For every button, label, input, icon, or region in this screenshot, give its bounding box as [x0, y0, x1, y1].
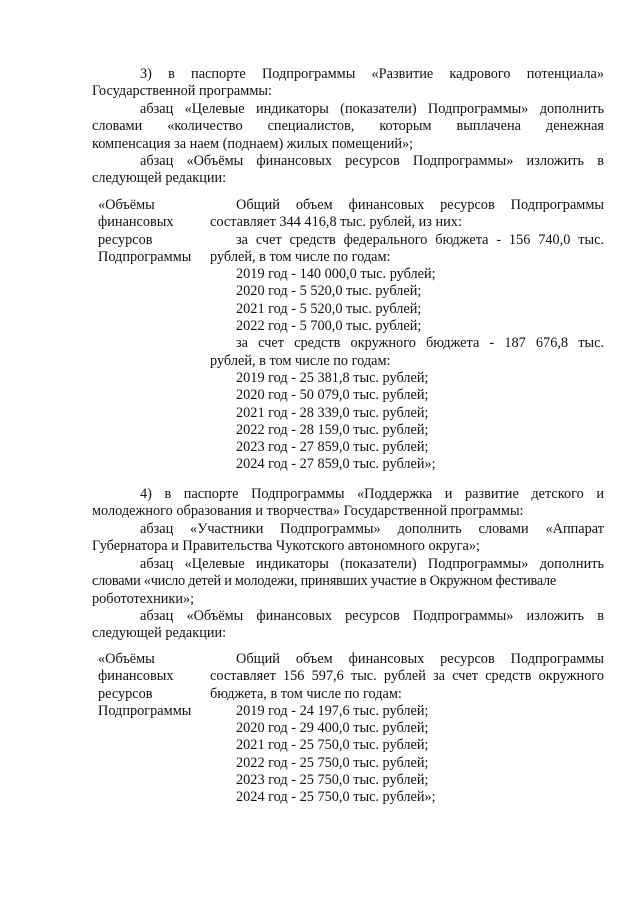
section4-label-line3: ресурсов [98, 685, 153, 702]
section4-total-line1: Общий объем финансовых ресурсов Подпрограммы [236, 651, 604, 667]
section3-federal-line1: за счет средств федерального бюджета - 156 740,0 тыс. [236, 231, 604, 248]
section4-intro [92, 486, 604, 521]
section4-paragraph-participants [92, 521, 604, 556]
section3-intro-line1: 3) в паспорте Подпрограммы «Развитие кадрового потенциала» [140, 66, 604, 82]
section3-volumes-line2: следующей редакции: [92, 170, 227, 187]
section3-intro [92, 66, 604, 101]
section3-indicators-line2: словами «количество специалистов, которым выплачена денежная [92, 118, 604, 135]
section4-total-line3: бюджета, в том числе по годам: [210, 685, 402, 702]
section3-federal-year: 2020 год - 5 520,0 тыс. рублей; [236, 283, 422, 300]
section4-finance-table [92, 651, 604, 831]
section3-okrug-year: 2022 год - 28 159,0 тыс. рублей; [236, 421, 429, 438]
section3-indicators-line3: компенсация за наем (поднаем) жилых помещений»; [92, 135, 414, 152]
section3-okrug-year: 2023 год - 27 859,0 тыс. рублей; [236, 439, 429, 456]
section4-year: 2024 год - 25 750,0 тыс. рублей»; [236, 789, 436, 806]
section3-federal-year: 2022 год - 5 700,0 тыс. рублей; [236, 318, 422, 335]
section3-federal-year: 2021 год - 5 520,0 тыс. рублей; [236, 300, 422, 317]
section4-volumes-line2: следующей редакции: [92, 625, 227, 642]
section4-finance-content [210, 651, 604, 807]
section4-indicators-line2: словами «число детей и молодежи, принявших участие в Окружном фестивале [92, 573, 557, 590]
section4-finance-label [98, 651, 208, 720]
section4-participants-line1: абзац «Участники Подпрограммы» дополнить словами «Аппарат [140, 521, 604, 537]
section3-finance-content [210, 197, 604, 474]
section4-year: 2019 год - 24 197,6 тыс. рублей; [236, 702, 429, 719]
section4-year: 2023 год - 25 750,0 тыс. рублей; [236, 772, 429, 789]
section3-federal-year: 2019 год - 140 000,0 тыс. рублей; [236, 266, 436, 283]
section4-indicators-line3: робототехники»; [92, 590, 195, 607]
section4-participants-line2: Губернатора и Правительства Чукотского автономного округа»; [92, 538, 481, 555]
section3-volumes-line1: абзац «Объёмы финансовых ресурсов Подпрограммы» изложить в [140, 153, 604, 169]
section3-finance-label [98, 197, 208, 266]
section4-intro-line2: молодежного образования и творчества» Государственной программы: [92, 503, 524, 520]
section3-okrug-line2: рублей, в том числе по годам: [210, 352, 391, 369]
section3-federal-line2: рублей, в том числе по годам: [210, 248, 391, 265]
section3-okrug-year: 2021 год - 28 339,0 тыс. рублей; [236, 404, 429, 421]
section3-okrug-year: 2019 год - 25 381,8 тыс. рублей; [236, 369, 429, 386]
section4-label-line1: «Объёмы [98, 651, 155, 667]
section3-total-line1: Общий объем финансовых ресурсов Подпрограммы [236, 197, 604, 213]
section3-okrug-year: 2024 год - 27 859,0 тыс. рублей»; [236, 456, 436, 473]
section4-total-line2: составляет 156 597,6 тыс. рублей за счет средств окружного [210, 668, 604, 685]
section4-year: 2022 год - 25 750,0 тыс. рублей; [236, 754, 429, 771]
section3-paragraph-volumes [92, 153, 604, 188]
section4-paragraph-volumes [92, 608, 604, 643]
section4-label-line2: финансовых [98, 668, 174, 685]
section3-okrug-year: 2020 год - 50 079,0 тыс. рублей; [236, 387, 429, 404]
section4-paragraph-indicators [92, 556, 604, 608]
section3-label-line4: Подпрограммы [98, 248, 192, 265]
section3-paragraph-indicators [92, 101, 604, 153]
section3-label-line1: «Объёмы [98, 197, 155, 213]
section3-intro-line2: Государственной программы: [92, 83, 272, 100]
section4-year: 2021 год - 25 750,0 тыс. рублей; [236, 737, 429, 754]
section4-indicators-line1: абзац «Целевые индикаторы (показатели) Подпрограммы» дополнить [140, 556, 604, 572]
section4-year: 2020 год - 29 400,0 тыс. рублей; [236, 720, 429, 737]
section4-label-line4: Подпрограммы [98, 702, 192, 719]
section3-indicators-line1: абзац «Целевые индикаторы (показатели) Подпрограммы» дополнить [140, 101, 604, 117]
section4-volumes-line1: абзац «Объёмы финансовых ресурсов Подпрограммы» изложить в [140, 608, 604, 624]
section3-label-line3: ресурсов [98, 231, 153, 248]
section3-total-line2: составляет 344 416,8 тыс. рублей, из них: [210, 214, 462, 231]
section3-finance-table [92, 197, 604, 477]
section3-okrug-line1: за счет средств окружного бюджета - 187 676,8 тыс. [236, 335, 604, 352]
section4-intro-line1: 4) в паспорте Подпрограммы «Поддержка и развитие детского и [140, 486, 604, 502]
section3-label-line2: финансовых [98, 214, 174, 231]
